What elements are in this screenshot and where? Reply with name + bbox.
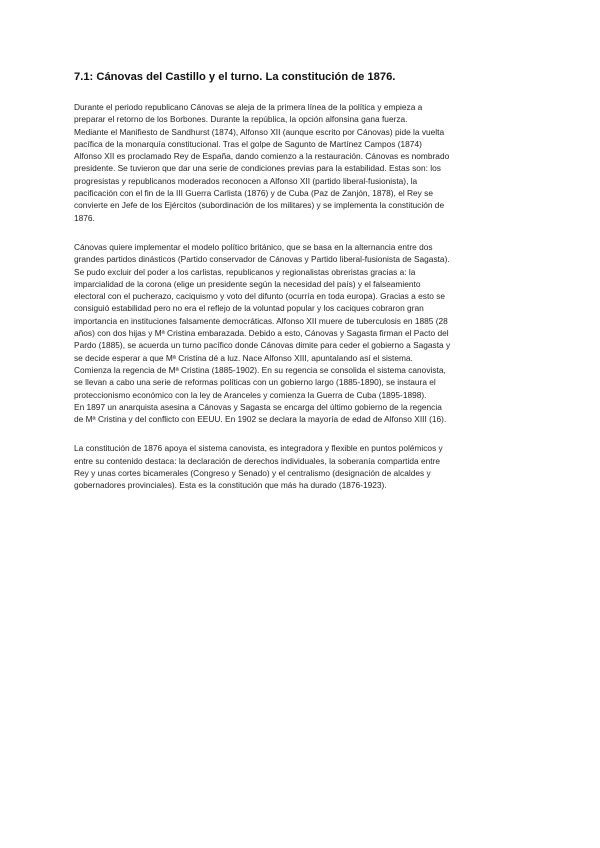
paragraph-line: La constitución de 1876 apoya el sistema canovista, es integradora y flexible en puntos polémicos y	[74, 443, 443, 454]
paragraph-line: Cánovas quiere implementar el modelo político británico, que se basa en la alternancia entre dos	[74, 241, 433, 252]
paragraph-turno-system	[74, 241, 532, 425]
paragraph-line: imparcialidad de la corona (elige un presidente según la necesidad del país) y el falseamiento	[74, 278, 421, 289]
paragraph-line: entre su contenido destaca: la declaración de derechos individuales, la soberanía compartida entre	[74, 455, 440, 466]
paragraph-line: proteccionismo económico con la ley de Aranceles y comienza la Guerra de Cuba (1895-1898).	[74, 389, 427, 400]
paragraph-line: consiguió estabilidad pero no era el reflejo de la voluntad popular y los caciques cobraron gran	[74, 303, 424, 314]
paragraph-line: presidente. Se tuvieron que dar una serie de condiciones previas para la estabilidad. Estas son: los	[74, 163, 441, 174]
paragraph-line: se decide esperar a que Mª Cristina dé a luz. Nace Alfonso XIII, apuntalando así el sistema.	[74, 352, 413, 363]
paragraph-line: 1876.	[74, 212, 95, 223]
paragraph-line: Se pudo excluir del poder a los carlistas, republicanos y regionalistas obreristas gracias a: la	[74, 266, 416, 277]
paragraph-line: pacífica de la monarquía constitucional. Tras el golpe de Sagunto de Martínez Campos (1874)	[74, 138, 422, 149]
paragraph-line: pacificación con el fin de la III Guerra Carlista (1876) y de Cuba (Paz de Zanjón, 1878), el Rey se	[74, 188, 433, 199]
paragraph-line: convierte en Jefe de los Ejércitos (subordinación de los militares) y se implementa la constitución de	[74, 200, 445, 211]
document-page	[74, 70, 532, 509]
paragraph-constitution-1876	[74, 442, 532, 491]
document-title: 7.1: Cánovas del Castillo y el turno. La constitución de 1876.	[74, 71, 396, 83]
paragraph-line: se llevan a cabo una serie de reformas políticas con un gobierno largo (1885-1890), se instaura el	[74, 377, 436, 388]
paragraph-line: Pardo (1885), se acuerda un turno pacífico donde Cánovas dimite para ceder el gobierno a Sagasta y	[74, 340, 451, 351]
paragraph-line: Comienza la regencia de Mª Cristina (1885-1902). En su regencia se consolida el sistema canovista,	[74, 364, 446, 375]
paragraph-restoration-origins	[74, 101, 532, 224]
paragraph-line: importancia en instituciones falsamente democráticas. Alfonso XII muere de tuberculosis en 1885 (28	[74, 315, 448, 326]
paragraph-line: progresistas y republicanos moderados reconocen a Alfonso XII (partido liberal-fusionista), la	[74, 175, 418, 186]
paragraph-line: electoral con el pucherazo, caciquismo y voto del difunto (ocurría en toda europa). Gracias a esto se	[74, 291, 446, 302]
paragraph-line: gobernadores provinciales). Esta es la constitución que más ha durado (1876-1923).	[74, 480, 387, 491]
paragraph-line: años) con dos hijas y Mª Cristina embarazada. Debido a esto, Cánovas y Sagasta firman el Pacto del	[74, 328, 449, 339]
paragraph-line: Alfonso XII es proclamado Rey de España, dando comienzo a la restauración. Cánovas es nombrado	[74, 151, 450, 162]
paragraph-line: Mediante el Manifiesto de Sandhurst (1874), Alfonso XII (aunque escrito por Cánovas) pide la vuelta	[74, 126, 445, 137]
paragraph-line: Rey y unas cortes bicamerales (Congreso y Senado) y el centralismo (designación de alcaldes y	[74, 468, 431, 479]
paragraph-line: Durante el periodo republicano Cánovas se aleja de la primera línea de la política y empieza a	[74, 102, 423, 112]
paragraph-line: grandes partidos dinásticos (Partido conservador de Cánovas y Partido liberal-fusionista de Sagasta).	[74, 254, 450, 265]
paragraph-line: de Mª Cristina y del conflicto con EEUU. En 1902 se declara la mayoría de edad de Alfonso XIII (16).	[74, 414, 447, 425]
paragraph-line: preparar el retorno de los Borbones. Durante la república, la opción alfonsina gana fuerza.	[74, 114, 408, 125]
paragraph-line: En 1897 un anarquista asesina a Cánovas y Sagasta se encarga del último gobierno de la regencia	[74, 401, 442, 412]
